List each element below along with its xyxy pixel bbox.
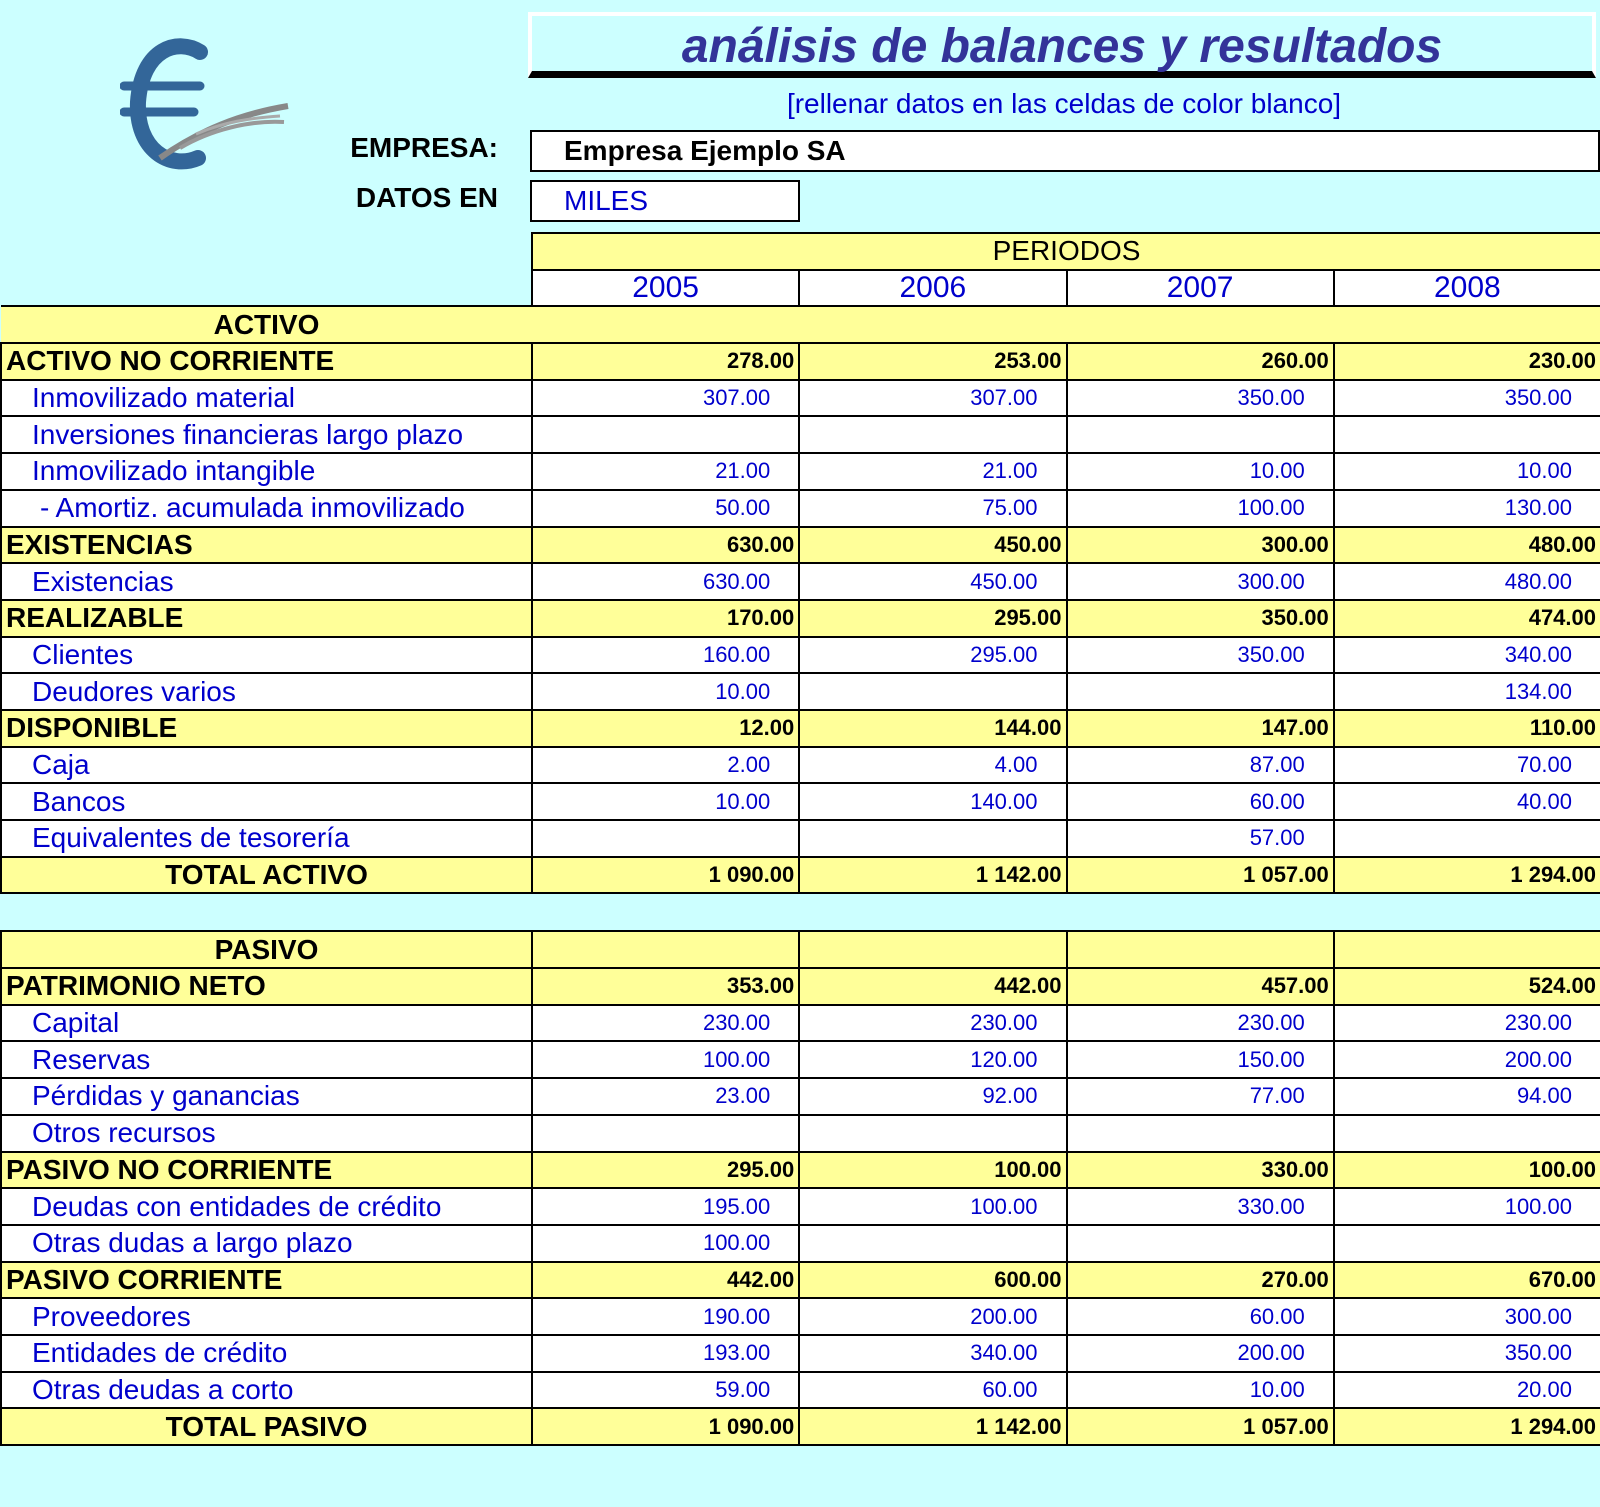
spacer-row (1, 893, 1600, 931)
computed-cell: 253.00 (799, 343, 1066, 380)
section-row (1, 527, 1600, 564)
input-cell[interactable]: 350.00 (1334, 380, 1600, 417)
input-cell[interactable]: 60.00 (1067, 1298, 1334, 1335)
row-label: PATRIMONIO NETO (1, 968, 532, 1005)
table-row (1, 1335, 1600, 1372)
input-cell[interactable]: 60.00 (799, 1372, 1066, 1409)
computed-cell: 353.00 (532, 968, 799, 1005)
input-cell[interactable]: 295.00 (799, 637, 1066, 674)
input-cell[interactable] (532, 820, 799, 857)
row-label: Pérdidas y ganancias (1, 1078, 532, 1115)
input-cell[interactable] (799, 1115, 1066, 1152)
input-cell[interactable]: 350.00 (1334, 1335, 1600, 1372)
input-cell[interactable]: 4.00 (799, 747, 1066, 784)
input-cell[interactable]: 230.00 (799, 1005, 1066, 1042)
total-row (1, 857, 1600, 894)
row-label: Deudas con entidades de crédito (1, 1188, 532, 1225)
computed-cell: 100.00 (799, 1152, 1066, 1189)
section-row (1, 600, 1600, 637)
input-cell[interactable]: 100.00 (532, 1225, 799, 1262)
computed-cell: 450.00 (799, 527, 1066, 564)
computed-cell: 170.00 (532, 600, 799, 637)
computed-cell: 1 294.00 (1334, 857, 1600, 894)
periods-row (1, 233, 1600, 270)
input-cell[interactable] (532, 416, 799, 453)
computed-cell: 350.00 (1067, 600, 1334, 637)
input-cell[interactable]: 195.00 (532, 1188, 799, 1225)
input-cell[interactable]: 50.00 (532, 490, 799, 527)
input-cell[interactable]: 134.00 (1334, 673, 1600, 710)
table-row (1, 747, 1600, 784)
input-cell[interactable]: 100.00 (1067, 490, 1334, 527)
input-cell[interactable]: 200.00 (1334, 1041, 1600, 1078)
input-cell[interactable] (799, 1225, 1066, 1262)
row-label: Inmovilizado intangible (1, 453, 532, 490)
input-cell[interactable] (532, 1115, 799, 1152)
spacer-cell (1, 893, 532, 931)
input-cell[interactable] (799, 820, 1066, 857)
input-cell[interactable]: 350.00 (1067, 637, 1334, 674)
input-cell[interactable]: 59.00 (532, 1372, 799, 1409)
table-row (1, 1005, 1600, 1042)
input-cell[interactable]: 10.00 (532, 783, 799, 820)
year-header: 2006 (799, 270, 1066, 307)
input-cell[interactable]: 100.00 (799, 1188, 1066, 1225)
computed-cell: 474.00 (1334, 600, 1600, 637)
input-cell[interactable]: 230.00 (1067, 1005, 1334, 1042)
computed-cell: 457.00 (1067, 968, 1334, 1005)
balance-table (0, 232, 1600, 1446)
year-header: 2008 (1334, 270, 1600, 307)
computed-cell: 100.00 (1334, 1152, 1600, 1189)
computed-cell: 1 142.00 (799, 857, 1066, 894)
years-row (1, 270, 1600, 307)
computed-cell: 670.00 (1334, 1262, 1600, 1299)
computed-cell: 278.00 (532, 343, 799, 380)
input-cell[interactable]: 130.00 (1334, 490, 1600, 527)
row-label: Proveedores (1, 1298, 532, 1335)
heading-blank-cell (1334, 931, 1600, 968)
section-row (1, 343, 1600, 380)
input-cell[interactable]: 450.00 (799, 563, 1066, 600)
input-cell[interactable]: 10.00 (1334, 453, 1600, 490)
spacer-cell (1067, 893, 1334, 931)
units-field[interactable]: MILES (530, 180, 800, 222)
input-cell[interactable]: 140.00 (799, 783, 1066, 820)
input-cell[interactable]: 120.00 (799, 1041, 1066, 1078)
input-cell[interactable] (1334, 416, 1600, 453)
input-cell[interactable]: 340.00 (799, 1335, 1066, 1372)
spacer-cell (532, 893, 799, 931)
table-row (1, 1115, 1600, 1152)
row-label: Deudores varios (1, 673, 532, 710)
title-box (528, 12, 1596, 78)
input-cell[interactable]: 100.00 (532, 1041, 799, 1078)
input-cell[interactable]: 300.00 (1334, 1298, 1600, 1335)
corner-cell (1, 233, 532, 270)
table-row (1, 637, 1600, 674)
row-label: Clientes (1, 637, 532, 674)
input-cell[interactable] (1334, 820, 1600, 857)
input-cell[interactable] (799, 673, 1066, 710)
computed-cell: 1 142.00 (799, 1408, 1066, 1445)
input-cell[interactable]: 150.00 (1067, 1041, 1334, 1078)
heading-blank-cell (1067, 931, 1334, 968)
computed-cell: 630.00 (532, 527, 799, 564)
input-cell[interactable]: 20.00 (1334, 1372, 1600, 1409)
periods-header: PERIODOS (532, 233, 1600, 270)
table-row (1, 563, 1600, 600)
input-cell[interactable]: 21.00 (532, 453, 799, 490)
pasivo-heading: PASIVO (1, 931, 532, 968)
computed-cell: 144.00 (799, 710, 1066, 747)
row-label: EXISTENCIAS (1, 527, 532, 564)
year-header: 2005 (532, 270, 799, 307)
row-label: Caja (1, 747, 532, 784)
heading-blank-cell (1334, 306, 1600, 343)
input-cell[interactable]: 57.00 (1067, 820, 1334, 857)
year-header: 2007 (1067, 270, 1334, 307)
heading-blank-cell (532, 931, 799, 968)
computed-cell: 442.00 (532, 1262, 799, 1299)
input-cell[interactable]: 23.00 (532, 1078, 799, 1115)
input-cell[interactable]: 190.00 (532, 1298, 799, 1335)
table-row (1, 673, 1600, 710)
computed-cell: 147.00 (1067, 710, 1334, 747)
computed-cell: 300.00 (1067, 527, 1334, 564)
page-title: análisis de balances y resultados (681, 20, 1443, 73)
table-row (1, 490, 1600, 527)
computed-cell: 295.00 (799, 600, 1066, 637)
table-row (1, 1188, 1600, 1225)
input-cell[interactable] (1067, 1225, 1334, 1262)
computed-cell: 1 294.00 (1334, 1408, 1600, 1445)
computed-cell: 270.00 (1067, 1262, 1334, 1299)
input-cell[interactable]: 87.00 (1067, 747, 1334, 784)
total-row (1, 1408, 1600, 1445)
table-row (1, 416, 1600, 453)
row-label: Otras deudas a corto (1, 1372, 532, 1409)
computed-cell: 12.00 (532, 710, 799, 747)
company-label: EMPRESA: (350, 132, 498, 163)
computed-cell: 480.00 (1334, 527, 1600, 564)
table-row (1, 453, 1600, 490)
row-label: REALIZABLE (1, 600, 532, 637)
heading-blank-cell (1067, 306, 1334, 343)
input-cell[interactable]: 307.00 (532, 380, 799, 417)
heading-blank-cell (799, 931, 1066, 968)
activo-heading-row (1, 306, 1600, 343)
spacer-cell (1334, 893, 1600, 931)
table-row (1, 820, 1600, 857)
input-cell[interactable]: 2.00 (532, 747, 799, 784)
section-row (1, 1152, 1600, 1189)
input-cell[interactable]: 10.00 (1067, 453, 1334, 490)
input-cell[interactable]: 340.00 (1334, 637, 1600, 674)
computed-cell: 110.00 (1334, 710, 1600, 747)
table-row (1, 1372, 1600, 1409)
input-cell[interactable]: 307.00 (799, 380, 1066, 417)
computed-cell: 295.00 (532, 1152, 799, 1189)
input-cell[interactable] (799, 416, 1066, 453)
input-cell[interactable] (1334, 1225, 1600, 1262)
pasivo-heading-row (1, 931, 1600, 968)
table-row (1, 1078, 1600, 1115)
input-cell[interactable]: 40.00 (1334, 783, 1600, 820)
table-row (1, 1298, 1600, 1335)
input-cell[interactable]: 630.00 (532, 563, 799, 600)
row-label: TOTAL PASIVO (1, 1408, 532, 1445)
input-cell[interactable]: 300.00 (1067, 563, 1334, 600)
row-label: - Amortiz. acumulada inmovilizado (1, 490, 532, 527)
input-cell[interactable]: 230.00 (532, 1005, 799, 1042)
input-cell[interactable] (1067, 416, 1334, 453)
heading-blank-cell (532, 306, 799, 343)
computed-cell: 1 057.00 (1067, 1408, 1334, 1445)
company-field[interactable]: Empresa Ejemplo SA (530, 130, 1600, 172)
computed-cell: 330.00 (1067, 1152, 1334, 1189)
computed-cell: 230.00 (1334, 343, 1600, 380)
computed-cell: 600.00 (799, 1262, 1066, 1299)
row-label: Equivalentes de tesorería (1, 820, 532, 857)
row-label: Existencias (1, 563, 532, 600)
units-label: DATOS EN (355, 182, 498, 213)
activo-heading: ACTIVO (1, 306, 532, 343)
row-label: PASIVO CORRIENTE (1, 1262, 532, 1299)
row-label: PASIVO NO CORRIENTE (1, 1152, 532, 1189)
input-cell[interactable]: 92.00 (799, 1078, 1066, 1115)
input-cell[interactable]: 230.00 (1334, 1005, 1600, 1042)
row-label: Entidades de crédito (1, 1335, 532, 1372)
input-cell[interactable]: 193.00 (532, 1335, 799, 1372)
row-label: ACTIVO NO CORRIENTE (1, 343, 532, 380)
table-row (1, 783, 1600, 820)
section-row (1, 968, 1600, 1005)
input-cell[interactable]: 100.00 (1334, 1188, 1600, 1225)
instruction-subtitle: [rellenar datos en las celdas de color blanco] (786, 88, 1342, 119)
row-label: Reservas (1, 1041, 532, 1078)
input-cell[interactable]: 200.00 (799, 1298, 1066, 1335)
row-label: TOTAL ACTIVO (1, 857, 532, 894)
row-label: Inmovilizado material (1, 380, 532, 417)
input-cell[interactable]: 160.00 (532, 637, 799, 674)
input-cell[interactable]: 350.00 (1067, 380, 1334, 417)
row-label: Bancos (1, 783, 532, 820)
input-cell[interactable] (1067, 673, 1334, 710)
table-row (1, 380, 1600, 417)
input-cell[interactable]: 480.00 (1334, 563, 1600, 600)
computed-cell: 1 090.00 (532, 857, 799, 894)
row-label: Capital (1, 1005, 532, 1042)
row-label: Otras dudas a largo plazo (1, 1225, 532, 1262)
table-row (1, 1041, 1600, 1078)
input-cell[interactable]: 94.00 (1334, 1078, 1600, 1115)
computed-cell: 442.00 (799, 968, 1066, 1005)
input-cell[interactable]: 330.00 (1067, 1188, 1334, 1225)
section-row (1, 1262, 1600, 1299)
table-row (1, 1225, 1600, 1262)
row-label: DISPONIBLE (1, 710, 532, 747)
computed-cell: 1 090.00 (532, 1408, 799, 1445)
input-cell[interactable]: 10.00 (532, 673, 799, 710)
input-cell[interactable]: 21.00 (799, 453, 1066, 490)
input-cell[interactable] (1334, 1115, 1600, 1152)
input-cell[interactable]: 10.00 (1067, 1372, 1334, 1409)
computed-cell: 524.00 (1334, 968, 1600, 1005)
computed-cell: 260.00 (1067, 343, 1334, 380)
input-cell[interactable]: 60.00 (1067, 783, 1334, 820)
spacer-cell (799, 893, 1066, 931)
row-label: Otros recursos (1, 1115, 532, 1152)
heading-blank-cell (799, 306, 1066, 343)
section-row (1, 710, 1600, 747)
input-cell[interactable]: 70.00 (1334, 747, 1600, 784)
computed-cell: 1 057.00 (1067, 857, 1334, 894)
input-cell[interactable]: 200.00 (1067, 1335, 1334, 1372)
corner-cell (1, 270, 532, 307)
input-cell[interactable] (1067, 1115, 1334, 1152)
input-cell[interactable]: 77.00 (1067, 1078, 1334, 1115)
row-label: Inversiones financieras largo plazo (1, 416, 532, 453)
input-cell[interactable]: 75.00 (799, 490, 1066, 527)
